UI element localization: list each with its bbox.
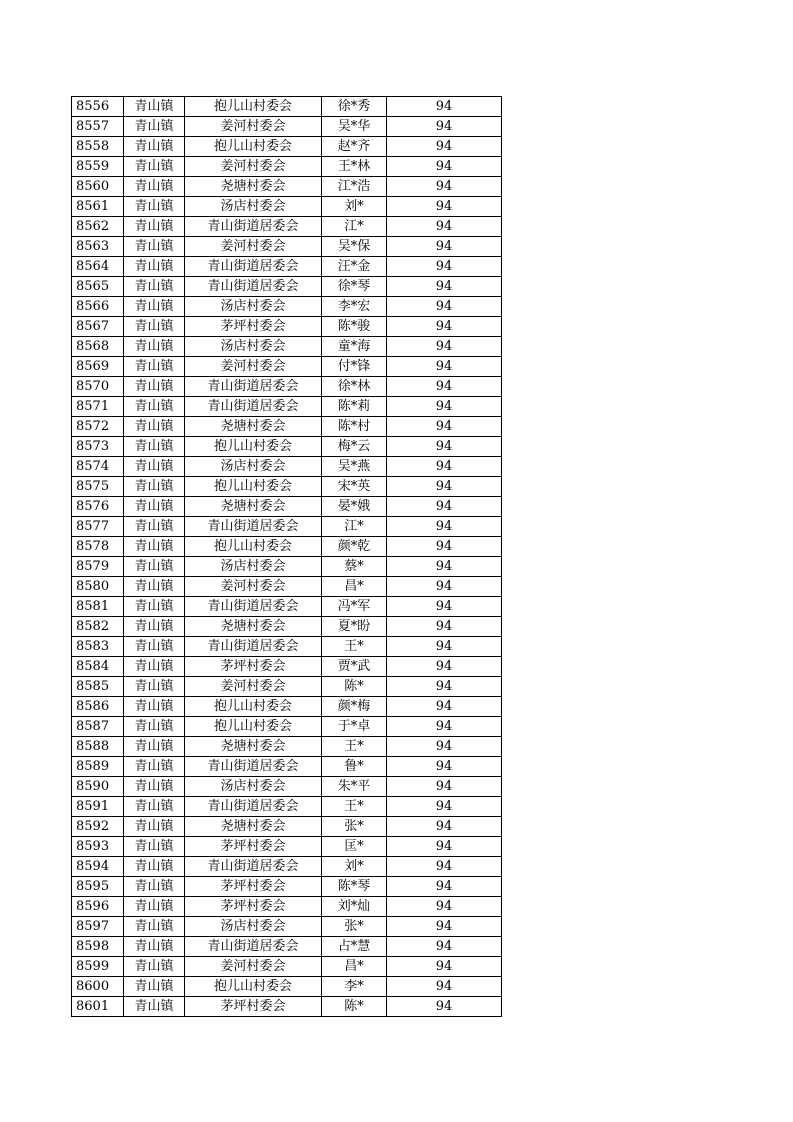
table-row — [72, 717, 502, 737]
score-cell: 94 — [387, 297, 502, 317]
table-row — [72, 517, 502, 537]
table-row — [72, 657, 502, 677]
town-cell: 青山镇 — [124, 997, 185, 1017]
village-cell: 青山街道居委会 — [185, 797, 322, 817]
score-cell: 94 — [387, 217, 502, 237]
village-cell: 姜河村委会 — [185, 157, 322, 177]
table-row — [72, 537, 502, 557]
score-cell: 94 — [387, 677, 502, 697]
town-cell: 青山镇 — [124, 197, 185, 217]
table-row — [72, 857, 502, 877]
row-number-cell: 8569 — [72, 357, 124, 377]
table-row — [72, 797, 502, 817]
row-number-cell: 8589 — [72, 757, 124, 777]
score-cell: 94 — [387, 597, 502, 617]
row-number-cell: 8565 — [72, 277, 124, 297]
score-cell: 94 — [387, 317, 502, 337]
town-cell: 青山镇 — [124, 557, 185, 577]
town-cell: 青山镇 — [124, 737, 185, 757]
town-cell: 青山镇 — [124, 177, 185, 197]
row-number-cell: 8561 — [72, 197, 124, 217]
person-name-cell: 吴*华 — [322, 117, 387, 137]
table-row — [72, 977, 502, 997]
score-cell: 94 — [387, 957, 502, 977]
table-row — [72, 437, 502, 457]
person-name-cell: 鲁* — [322, 757, 387, 777]
village-cell: 茅坪村委会 — [185, 317, 322, 337]
person-name-cell: 王*林 — [322, 157, 387, 177]
person-name-cell: 蔡* — [322, 557, 387, 577]
row-number-cell: 8567 — [72, 317, 124, 337]
village-cell: 青山街道居委会 — [185, 277, 322, 297]
score-cell: 94 — [387, 857, 502, 877]
table-row — [72, 637, 502, 657]
person-name-cell: 陈*琴 — [322, 877, 387, 897]
person-name-cell: 匡* — [322, 837, 387, 857]
row-number-cell: 8599 — [72, 957, 124, 977]
score-cell: 94 — [387, 397, 502, 417]
score-cell: 94 — [387, 777, 502, 797]
village-cell: 汤店村委会 — [185, 197, 322, 217]
village-cell: 抱儿山村委会 — [185, 97, 322, 117]
village-cell: 汤店村委会 — [185, 777, 322, 797]
score-cell: 94 — [387, 517, 502, 537]
score-cell: 94 — [387, 537, 502, 557]
person-name-cell: 付*锋 — [322, 357, 387, 377]
row-number-cell: 8556 — [72, 97, 124, 117]
village-cell: 尧塘村委会 — [185, 417, 322, 437]
table-row — [72, 757, 502, 777]
row-number-cell: 8585 — [72, 677, 124, 697]
village-cell: 汤店村委会 — [185, 917, 322, 937]
table-row — [72, 417, 502, 437]
row-number-cell: 8560 — [72, 177, 124, 197]
town-cell: 青山镇 — [124, 277, 185, 297]
town-cell: 青山镇 — [124, 537, 185, 557]
town-cell: 青山镇 — [124, 157, 185, 177]
table-row — [72, 237, 502, 257]
row-number-cell: 8591 — [72, 797, 124, 817]
village-cell: 青山街道居委会 — [185, 937, 322, 957]
person-name-cell: 童*海 — [322, 337, 387, 357]
table-row — [72, 157, 502, 177]
town-cell: 青山镇 — [124, 597, 185, 617]
town-cell: 青山镇 — [124, 917, 185, 937]
person-name-cell: 陈* — [322, 997, 387, 1017]
score-cell: 94 — [387, 657, 502, 677]
town-cell: 青山镇 — [124, 677, 185, 697]
score-cell: 94 — [387, 577, 502, 597]
score-cell: 94 — [387, 417, 502, 437]
score-cell: 94 — [387, 157, 502, 177]
row-number-cell: 8593 — [72, 837, 124, 857]
person-name-cell: 吴*燕 — [322, 457, 387, 477]
village-cell: 茅坪村委会 — [185, 897, 322, 917]
village-cell: 茅坪村委会 — [185, 837, 322, 857]
village-cell: 姜河村委会 — [185, 237, 322, 257]
person-name-cell: 赵*齐 — [322, 137, 387, 157]
village-cell: 姜河村委会 — [185, 357, 322, 377]
town-cell: 青山镇 — [124, 457, 185, 477]
row-number-cell: 8566 — [72, 297, 124, 317]
score-cell: 94 — [387, 197, 502, 217]
person-name-cell: 陈* — [322, 677, 387, 697]
village-cell: 汤店村委会 — [185, 557, 322, 577]
table-row — [72, 877, 502, 897]
town-cell: 青山镇 — [124, 977, 185, 997]
village-cell: 青山街道居委会 — [185, 217, 322, 237]
village-cell: 姜河村委会 — [185, 577, 322, 597]
village-cell: 茅坪村委会 — [185, 997, 322, 1017]
town-cell: 青山镇 — [124, 937, 185, 957]
row-number-cell: 8576 — [72, 497, 124, 517]
village-cell: 青山街道居委会 — [185, 597, 322, 617]
row-number-cell: 8582 — [72, 617, 124, 637]
table-row — [72, 557, 502, 577]
data-table — [71, 96, 502, 1017]
town-cell: 青山镇 — [124, 897, 185, 917]
person-name-cell: 王* — [322, 797, 387, 817]
person-name-cell: 晏*娥 — [322, 497, 387, 517]
table-row — [72, 317, 502, 337]
score-cell: 94 — [387, 757, 502, 777]
row-number-cell: 8558 — [72, 137, 124, 157]
row-number-cell: 8597 — [72, 917, 124, 937]
score-cell: 94 — [387, 997, 502, 1017]
table-row — [72, 957, 502, 977]
row-number-cell: 8562 — [72, 217, 124, 237]
score-cell: 94 — [387, 797, 502, 817]
table-row — [72, 837, 502, 857]
person-name-cell: 王* — [322, 737, 387, 757]
table-row — [72, 377, 502, 397]
row-number-cell: 8594 — [72, 857, 124, 877]
town-cell: 青山镇 — [124, 337, 185, 357]
row-number-cell: 8577 — [72, 517, 124, 537]
person-name-cell: 吴*保 — [322, 237, 387, 257]
town-cell: 青山镇 — [124, 697, 185, 717]
person-name-cell: 江*浩 — [322, 177, 387, 197]
village-cell: 青山街道居委会 — [185, 757, 322, 777]
table-row — [72, 137, 502, 157]
score-cell: 94 — [387, 917, 502, 937]
town-cell: 青山镇 — [124, 957, 185, 977]
town-cell: 青山镇 — [124, 577, 185, 597]
table-row — [72, 777, 502, 797]
table-row — [72, 217, 502, 237]
town-cell: 青山镇 — [124, 477, 185, 497]
village-cell: 青山街道居委会 — [185, 397, 322, 417]
village-cell: 尧塘村委会 — [185, 737, 322, 757]
score-cell: 94 — [387, 477, 502, 497]
table-row — [72, 617, 502, 637]
score-cell: 94 — [387, 877, 502, 897]
town-cell: 青山镇 — [124, 857, 185, 877]
person-name-cell: 刘* — [322, 857, 387, 877]
row-number-cell: 8584 — [72, 657, 124, 677]
row-number-cell: 8578 — [72, 537, 124, 557]
row-number-cell: 8596 — [72, 897, 124, 917]
table-row — [72, 577, 502, 597]
table-row — [72, 477, 502, 497]
village-cell: 茅坪村委会 — [185, 657, 322, 677]
score-cell: 94 — [387, 137, 502, 157]
score-cell: 94 — [387, 117, 502, 137]
person-name-cell: 陈*莉 — [322, 397, 387, 417]
village-cell: 尧塘村委会 — [185, 617, 322, 637]
row-number-cell: 8557 — [72, 117, 124, 137]
person-name-cell: 颜*梅 — [322, 697, 387, 717]
person-name-cell: 李*宏 — [322, 297, 387, 317]
town-cell: 青山镇 — [124, 257, 185, 277]
village-cell: 抱儿山村委会 — [185, 137, 322, 157]
town-cell: 青山镇 — [124, 377, 185, 397]
row-number-cell: 8575 — [72, 477, 124, 497]
town-cell: 青山镇 — [124, 137, 185, 157]
table-row — [72, 697, 502, 717]
village-cell: 尧塘村委会 — [185, 177, 322, 197]
table-row — [72, 197, 502, 217]
village-cell: 尧塘村委会 — [185, 497, 322, 517]
table-row — [72, 677, 502, 697]
table-row — [72, 457, 502, 477]
row-number-cell: 8600 — [72, 977, 124, 997]
score-cell: 94 — [387, 557, 502, 577]
table-row — [72, 917, 502, 937]
row-number-cell: 8568 — [72, 337, 124, 357]
row-number-cell: 8588 — [72, 737, 124, 757]
person-name-cell: 张* — [322, 917, 387, 937]
score-cell: 94 — [387, 897, 502, 917]
table-row — [72, 177, 502, 197]
person-name-cell: 夏*盼 — [322, 617, 387, 637]
person-name-cell: 李* — [322, 977, 387, 997]
row-number-cell: 8586 — [72, 697, 124, 717]
person-name-cell: 徐*琴 — [322, 277, 387, 297]
table-row — [72, 297, 502, 317]
town-cell: 青山镇 — [124, 817, 185, 837]
row-number-cell: 8572 — [72, 417, 124, 437]
score-cell: 94 — [387, 357, 502, 377]
table-row — [72, 497, 502, 517]
table-row — [72, 937, 502, 957]
person-name-cell: 于*卓 — [322, 717, 387, 737]
village-cell: 抱儿山村委会 — [185, 437, 322, 457]
village-cell: 青山街道居委会 — [185, 517, 322, 537]
town-cell: 青山镇 — [124, 217, 185, 237]
person-name-cell: 宋*英 — [322, 477, 387, 497]
town-cell: 青山镇 — [124, 777, 185, 797]
village-cell: 青山街道居委会 — [185, 637, 322, 657]
score-cell: 94 — [387, 97, 502, 117]
person-name-cell: 江* — [322, 217, 387, 237]
person-name-cell: 昌* — [322, 577, 387, 597]
village-cell: 茅坪村委会 — [185, 877, 322, 897]
village-cell: 抱儿山村委会 — [185, 537, 322, 557]
person-name-cell: 占*慧 — [322, 937, 387, 957]
table-row — [72, 997, 502, 1017]
table-row — [72, 817, 502, 837]
town-cell: 青山镇 — [124, 797, 185, 817]
table-row — [72, 357, 502, 377]
town-cell: 青山镇 — [124, 417, 185, 437]
row-number-cell: 8580 — [72, 577, 124, 597]
score-cell: 94 — [387, 717, 502, 737]
table-row — [72, 337, 502, 357]
row-number-cell: 8574 — [72, 457, 124, 477]
row-number-cell: 8571 — [72, 397, 124, 417]
town-cell: 青山镇 — [124, 717, 185, 737]
score-cell: 94 — [387, 497, 502, 517]
person-name-cell: 昌* — [322, 957, 387, 977]
score-cell: 94 — [387, 697, 502, 717]
village-cell: 汤店村委会 — [185, 297, 322, 317]
town-cell: 青山镇 — [124, 97, 185, 117]
score-cell: 94 — [387, 977, 502, 997]
score-cell: 94 — [387, 237, 502, 257]
person-name-cell: 徐*林 — [322, 377, 387, 397]
town-cell: 青山镇 — [124, 517, 185, 537]
score-cell: 94 — [387, 617, 502, 637]
town-cell: 青山镇 — [124, 317, 185, 337]
row-number-cell: 8592 — [72, 817, 124, 837]
person-name-cell: 徐*秀 — [322, 97, 387, 117]
village-cell: 姜河村委会 — [185, 957, 322, 977]
row-number-cell: 8601 — [72, 997, 124, 1017]
person-name-cell: 汪*金 — [322, 257, 387, 277]
table-body — [72, 97, 502, 1017]
village-cell: 抱儿山村委会 — [185, 977, 322, 997]
score-cell: 94 — [387, 277, 502, 297]
score-cell: 94 — [387, 457, 502, 477]
town-cell: 青山镇 — [124, 117, 185, 137]
row-number-cell: 8581 — [72, 597, 124, 617]
row-number-cell: 8595 — [72, 877, 124, 897]
person-name-cell: 贾*武 — [322, 657, 387, 677]
score-cell: 94 — [387, 637, 502, 657]
score-cell: 94 — [387, 737, 502, 757]
person-name-cell: 刘* — [322, 197, 387, 217]
row-number-cell: 8559 — [72, 157, 124, 177]
village-cell: 青山街道居委会 — [185, 857, 322, 877]
row-number-cell: 8579 — [72, 557, 124, 577]
score-cell: 94 — [387, 837, 502, 857]
village-cell: 青山街道居委会 — [185, 257, 322, 277]
row-number-cell: 8573 — [72, 437, 124, 457]
town-cell: 青山镇 — [124, 637, 185, 657]
row-number-cell: 8570 — [72, 377, 124, 397]
table-row — [72, 277, 502, 297]
village-cell: 汤店村委会 — [185, 337, 322, 357]
table-row — [72, 97, 502, 117]
person-name-cell: 刘*灿 — [322, 897, 387, 917]
town-cell: 青山镇 — [124, 437, 185, 457]
person-name-cell: 颜*乾 — [322, 537, 387, 557]
table-row — [72, 397, 502, 417]
town-cell: 青山镇 — [124, 357, 185, 377]
table-row — [72, 117, 502, 137]
village-cell: 尧塘村委会 — [185, 817, 322, 837]
person-name-cell: 王* — [322, 637, 387, 657]
town-cell: 青山镇 — [124, 837, 185, 857]
row-number-cell: 8587 — [72, 717, 124, 737]
score-cell: 94 — [387, 177, 502, 197]
village-cell: 抱儿山村委会 — [185, 477, 322, 497]
village-cell: 青山街道居委会 — [185, 377, 322, 397]
person-name-cell: 冯*军 — [322, 597, 387, 617]
table-row — [72, 597, 502, 617]
score-cell: 94 — [387, 817, 502, 837]
row-number-cell: 8563 — [72, 237, 124, 257]
village-cell: 姜河村委会 — [185, 117, 322, 137]
village-cell: 姜河村委会 — [185, 677, 322, 697]
person-name-cell: 江* — [322, 517, 387, 537]
table-row — [72, 897, 502, 917]
village-cell: 抱儿山村委会 — [185, 717, 322, 737]
score-cell: 94 — [387, 937, 502, 957]
town-cell: 青山镇 — [124, 877, 185, 897]
town-cell: 青山镇 — [124, 397, 185, 417]
town-cell: 青山镇 — [124, 237, 185, 257]
row-number-cell: 8564 — [72, 257, 124, 277]
row-number-cell: 8583 — [72, 637, 124, 657]
score-cell: 94 — [387, 437, 502, 457]
person-name-cell: 陈*骏 — [322, 317, 387, 337]
town-cell: 青山镇 — [124, 297, 185, 317]
village-cell: 抱儿山村委会 — [185, 697, 322, 717]
row-number-cell: 8590 — [72, 777, 124, 797]
person-name-cell: 张* — [322, 817, 387, 837]
person-name-cell: 朱*平 — [322, 777, 387, 797]
town-cell: 青山镇 — [124, 617, 185, 637]
score-cell: 94 — [387, 377, 502, 397]
town-cell: 青山镇 — [124, 757, 185, 777]
town-cell: 青山镇 — [124, 657, 185, 677]
town-cell: 青山镇 — [124, 497, 185, 517]
table-row — [72, 257, 502, 277]
score-cell: 94 — [387, 257, 502, 277]
person-name-cell: 陈*村 — [322, 417, 387, 437]
score-cell: 94 — [387, 337, 502, 357]
row-number-cell: 8598 — [72, 937, 124, 957]
person-name-cell: 梅*云 — [322, 437, 387, 457]
table-row — [72, 737, 502, 757]
village-cell: 汤店村委会 — [185, 457, 322, 477]
